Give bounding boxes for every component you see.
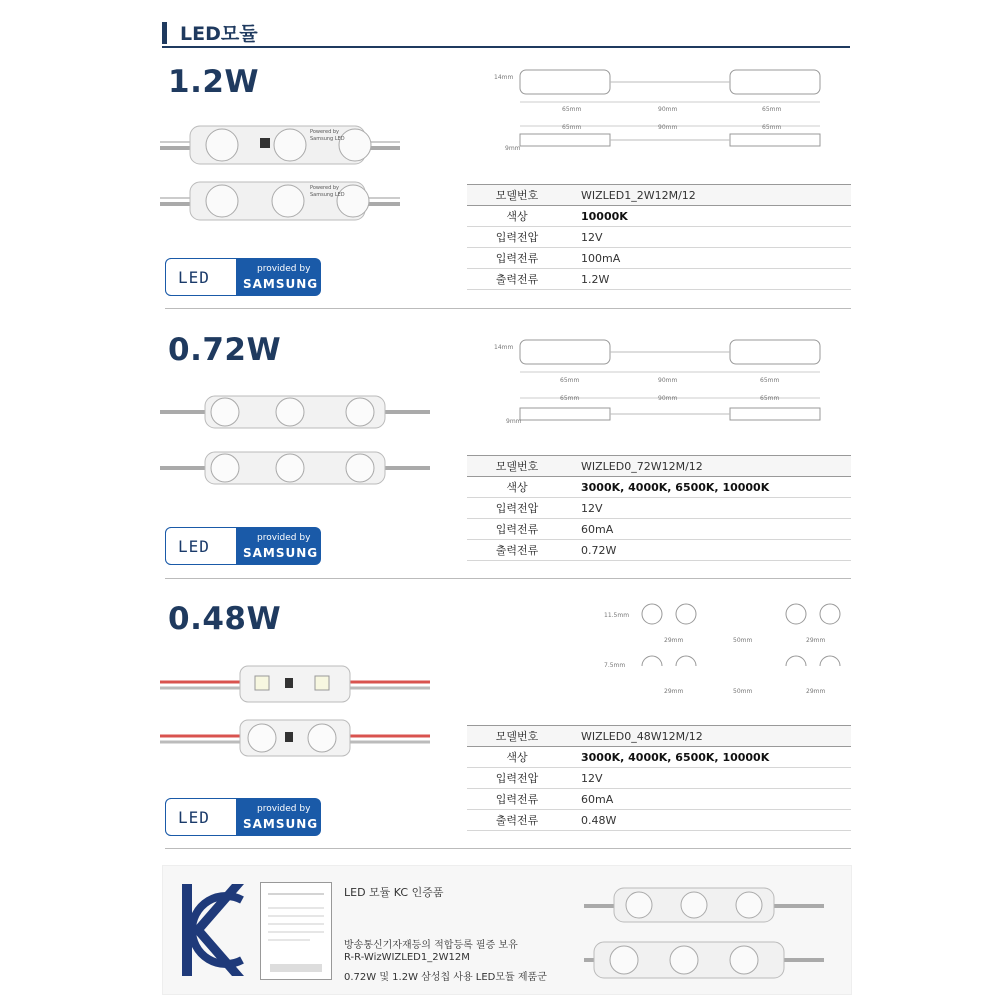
dim-width-right: 29mm [806,637,826,644]
svg-text:Powered by: Powered by [310,129,339,135]
section-divider [165,848,851,849]
dim-width-right: 65mm [760,377,780,384]
svg-text:Samsung LED: Samsung LED [310,136,345,142]
dim-gap-side: 50mm [733,688,753,695]
dim-width-left-side: 65mm [560,395,580,402]
dim-width-left: 65mm [560,377,580,384]
dim-width-right-side: 65mm [762,124,782,131]
kc-line-3: 0.72W 및 1.2W 삼성칩 사용 LED모듈 제품군 [344,972,547,983]
samsung-led-badge: LED provided by SAMSUNG [165,258,321,296]
kc-mark-icon [178,880,248,980]
section-divider [165,578,851,579]
spec-table-0-72w: 모델번호 WIZLED0_72W12M/12 색상 3000K, 4000K, 6500K, 10000K 입력전압 12V 입력전류 60mA 출력전류 0.72W [467,455,851,561]
kc-line-1: 방송통신기자재등의 적합등록 필증 보유 [344,940,518,951]
dim-height: 11.5mm [604,612,630,619]
dimension-drawing-1-2w [490,64,850,164]
kc-line-2: R-R-WizWIZLED1_2W12M [344,952,470,963]
spec-table-0-48w: 모델번호 WIZLED0_48W12M/12 색상 3000K, 4000K, 6500K, 10000K 입력전압 12V 입력전류 60mA 출력전류 0.48W [467,725,851,831]
section-title-1-2w: 1.2W [168,64,260,100]
svg-text:Samsung LED: Samsung LED [310,192,345,198]
dimension-drawing-0-72w [490,334,850,434]
dimension-drawing-0-48w [600,598,850,698]
header-accent-bar [162,22,167,44]
header-underline [162,46,850,48]
dim-thickness: 9mm [505,145,521,152]
section-title-0-72w: 0.72W [168,332,282,368]
dim-height: 14mm [494,344,514,351]
page-title: LED모듈 [180,23,258,45]
dim-width-left-side: 65mm [562,124,582,131]
dim-thickness: 7.5mm [604,662,626,669]
section-divider [165,308,851,309]
led-module-photo-0-72w [160,390,430,500]
dim-gap-side: 90mm [658,395,678,402]
section-title-0-48w: 0.48W [168,601,282,637]
svg-text:Powered by: Powered by [310,185,339,191]
led-module-photo-0-48w [160,664,430,769]
dim-gap: 50mm [733,637,753,644]
dim-width-right-side: 65mm [760,395,780,402]
dim-width-right-side: 29mm [806,688,826,695]
dim-width-right: 65mm [762,106,782,113]
spec-table-1-2w: 모델번호 WIZLED1_2W12M/12 색상 10000K 입력전압 12V 입력전류 100mA 출력전류 1.2W [467,184,851,290]
dim-height: 14mm [494,74,514,81]
dim-gap: 90mm [658,106,678,113]
dim-gap: 90mm [658,377,678,384]
samsung-led-badge: LED provided by SAMSUNG [165,798,321,836]
kc-certificate-document [260,882,332,980]
led-module-photo-kc [584,880,824,990]
dim-gap-side: 90mm [658,124,678,131]
dim-width-left: 65mm [562,106,582,113]
dim-width-left-side: 29mm [664,688,684,695]
kc-title: LED 모듈 KC 인증품 [344,886,444,899]
dim-thickness: 9mm [506,418,522,425]
dim-width-left: 29mm [664,637,684,644]
samsung-led-badge: LED provided by SAMSUNG [165,527,321,565]
